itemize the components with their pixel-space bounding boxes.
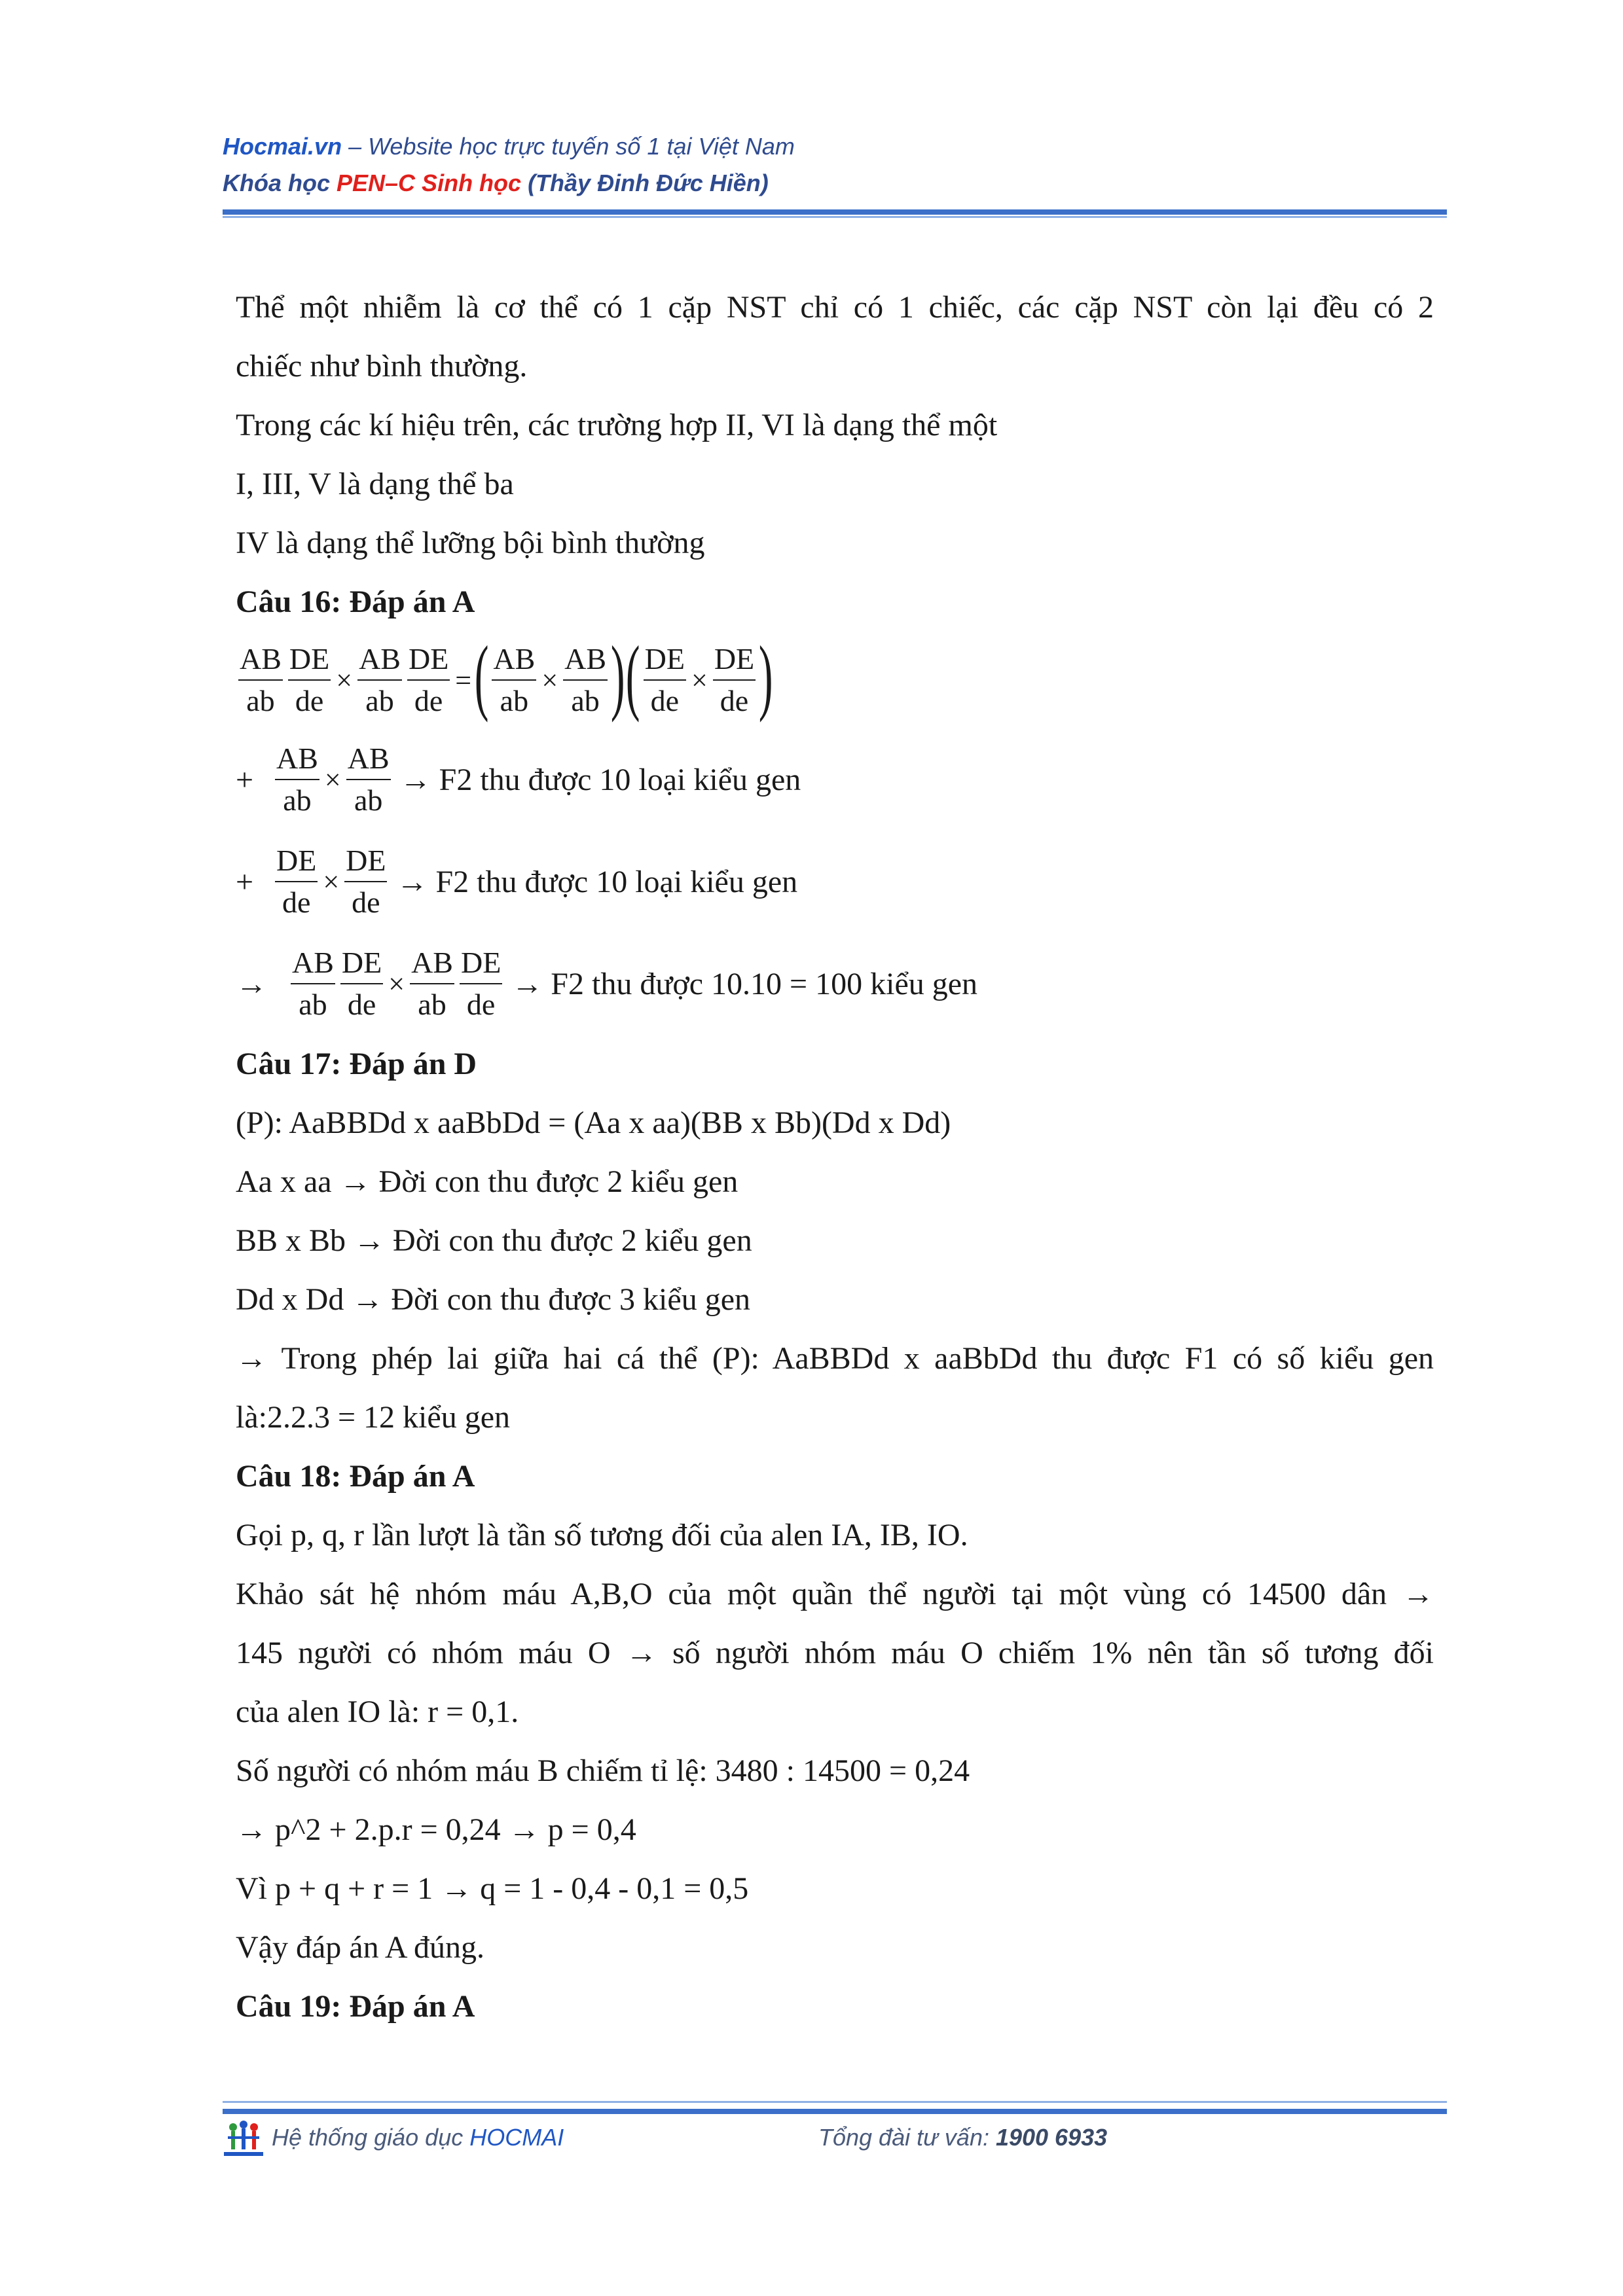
paragraph: → Trong phép lai giữa hai cá thể (P): AaBBDd x aaBbDd thu được F1 có số kiểu gen [236,1341,1434,1376]
plus-sign: + [236,864,254,899]
paragraph: BB x Bb → Đời con thu được 2 kiểu gen [236,1223,752,1258]
denominator: ab [246,684,275,717]
math-equation-4 [236,933,1434,1035]
left-paren: ( [474,629,489,723]
numerator: DE [340,942,383,984]
paragraph: Gọi p, q, r lần lượt là tần số tương đối của alen IA, IB, IO. [236,1518,968,1552]
paragraph: IV là dạng thể lưỡng bội bình thường [236,526,705,560]
numerator: AB [275,738,319,780]
paragraph: Dd x Dd → Đời con thu được 3 kiểu gen [236,1282,750,1317]
footer-brand: HOCMAI [469,2124,564,2151]
math-result-text: → F2 thu được 10.10 = 100 kiểu gen [511,966,978,1001]
numerator: DE [344,840,387,882]
right-paren: ) [610,629,625,723]
question-heading-16: Câu 16: Đáp án A [236,584,475,619]
footer-system-label: Hệ thống giáo dục [272,2124,470,2151]
paragraph: Thể một nhiễm là cơ thể có 1 cặp NST chỉ có 1 chiếc, các cặp NST còn lại đều có 2 [236,290,1434,325]
numerator: DE [275,840,318,882]
math-equation-1 [236,629,1434,728]
footer-divider [223,2109,1447,2114]
fraction [492,639,536,721]
numerator: AB [410,942,454,984]
fraction [357,639,402,721]
plus-sign: + [236,762,254,797]
question-heading-18: Câu 18: Đáp án A [236,1459,475,1494]
denominator: ab [571,684,600,717]
denominator: ab [500,684,529,717]
fraction [460,942,502,1025]
numerator: AB [492,639,536,681]
fraction [407,639,450,721]
footer-left-text [272,2124,564,2151]
numerator: AB [357,639,402,681]
times-sign: × [691,664,708,696]
denominator: de [466,988,496,1021]
header-tagline: – Website học trực tuyến số 1 tại Việt Nam [342,133,795,160]
denominator: ab [418,988,447,1021]
fraction [563,639,608,721]
footer-phone: 1900 6933 [995,2124,1108,2151]
header-course-prefix: Khóa học [223,170,337,196]
numerator: DE [407,639,450,681]
math-equation-3 [236,831,1434,933]
fraction [288,639,331,721]
fraction [275,840,318,923]
denominator: ab [365,684,394,717]
header-course-name: PEN–C Sinh học [337,170,522,196]
paragraph: 145 người có nhóm máu O → số người nhóm máu O chiếm 1% nên tần số tương đối [236,1636,1434,1670]
paragraph: chiếc như bình thường. [236,349,528,384]
paragraph: Aa x aa → Đời con thu được 2 kiểu gen [236,1164,739,1199]
numerator: DE [288,639,331,681]
denominator: de [720,684,749,717]
header-divider [223,209,1447,215]
denominator: de [295,684,324,717]
left-paren: ( [626,629,640,723]
numerator: DE [644,639,686,681]
paragraph: I, III, V là dạng thể ba [236,467,514,501]
paragraph: là:2.2.3 = 12 kiểu gen [236,1400,510,1435]
fraction [340,942,383,1025]
right-paren: ) [758,629,773,723]
times-sign: × [323,865,340,898]
fraction [344,840,387,923]
math-result-text: → F2 thu được 10 loại kiểu gen [396,864,798,899]
header-teacher: (Thầy Đinh Đức Hiền) [521,170,769,196]
numerator: DE [713,639,756,681]
header-course-line [223,165,1447,202]
denominator: de [347,988,376,1021]
paragraph: của alen IO là: r = 0,1. [236,1695,519,1729]
paragraph: Vì p + q + r = 1 → q = 1 - 0,4 - 0,1 = 0,5 [236,1871,749,1906]
page-content [236,278,1434,2036]
denominator: ab [283,783,312,817]
paragraph: (P): AaBBDd x aaBbDd = (Aa x aa)(BB x Bb)(Dd x Dd) [236,1105,951,1140]
times-sign: × [324,763,341,796]
paragraph: → p^2 + 2.p.r = 0,24 → p = 0,4 [236,1812,636,1847]
denominator: de [352,886,380,919]
arrow-sign: → [236,966,267,1001]
denominator: ab [354,783,383,817]
denominator: ab [299,988,327,1021]
fraction [644,639,686,721]
page-header [223,128,1447,202]
fraction [238,639,283,721]
header-divider-thin [223,216,1447,218]
footer-divider-thin [223,2101,1447,2103]
fraction [713,639,756,721]
paragraph: Khảo sát hệ nhóm máu A,B,O của một quần thể người tại một vùng có 14500 dân → [236,1577,1434,1611]
times-sign: × [541,664,558,696]
paragraph: Trong các kí hiệu trên, các trường hợp II, VI là dạng thể một [236,408,998,442]
numerator: AB [346,738,391,780]
denominator: de [414,684,443,717]
footer-hotline-label: Tổng đài tư vấn: [818,2124,996,2151]
numerator: AB [291,942,335,984]
fraction [346,738,391,821]
math-result-text: → F2 thu được 10 loại kiểu gen [399,762,801,797]
math-equation-2 [236,728,1434,831]
numerator: DE [460,942,502,984]
times-sign: × [388,967,405,1000]
denominator: de [650,684,680,717]
question-heading-17: Câu 17: Đáp án D [236,1047,477,1081]
denominator: de [282,886,311,919]
paragraph: Số người có nhóm máu B chiếm tỉ lệ: 3480 : 14500 = 0,24 [236,1753,970,1788]
equals-sign: = [455,664,472,696]
fraction [275,738,319,821]
footer-right-text [818,2124,1107,2151]
paragraph: Vậy đáp án A đúng. [236,1930,484,1965]
hocmai-logo-icon [223,2119,264,2159]
numerator: AB [563,639,608,681]
question-heading-19: Câu 19: Đáp án A [236,1989,475,2024]
times-sign: × [336,664,353,696]
fraction [410,942,454,1025]
header-site-line [223,128,1447,165]
header-site-name: Hocmai.vn [223,133,342,160]
fraction [291,942,335,1025]
numerator: AB [238,639,283,681]
